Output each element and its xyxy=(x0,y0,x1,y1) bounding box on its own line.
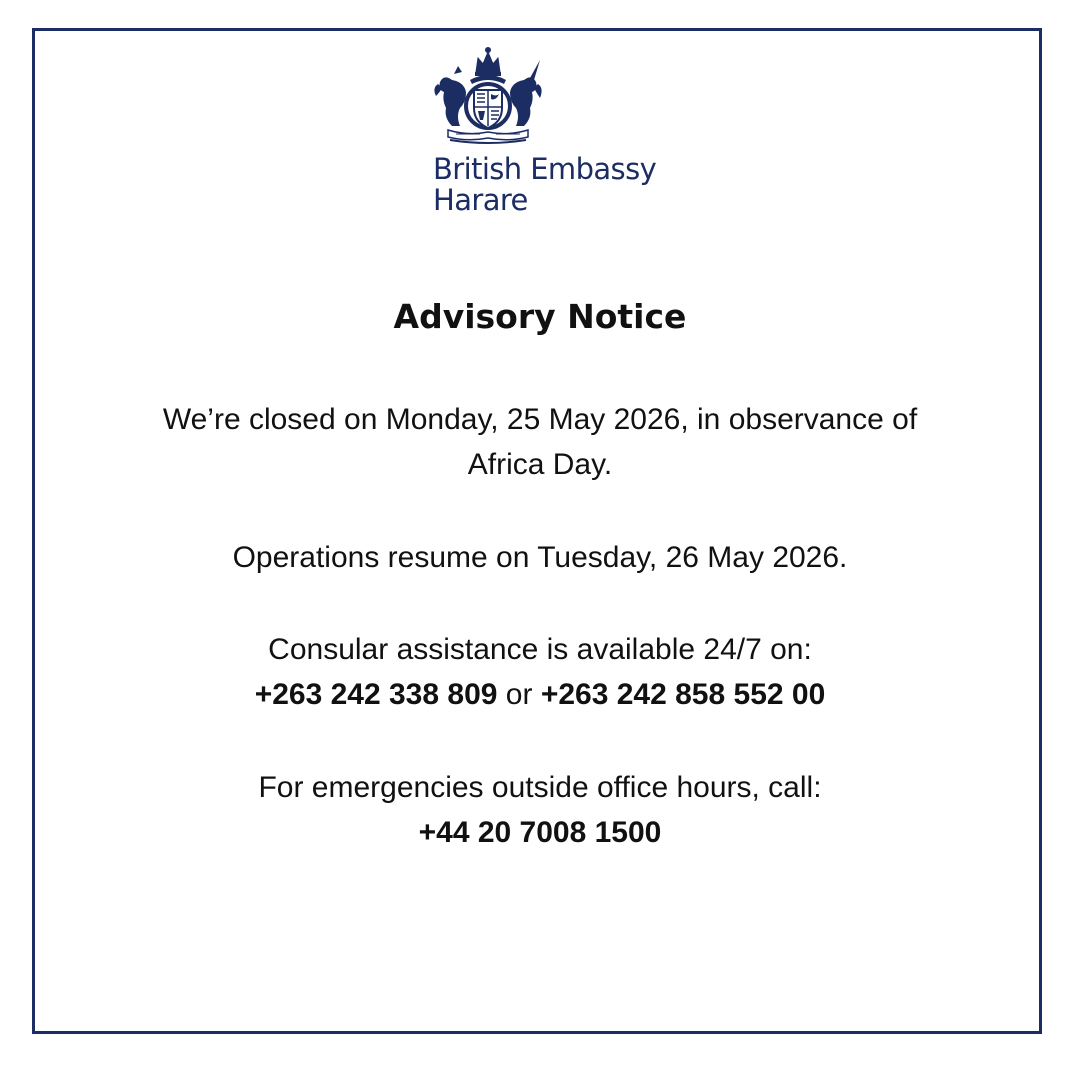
consular-phone-1[interactable]: +263 242 338 809 xyxy=(254,678,498,711)
closure-line-1: We’re closed on Monday, 25 May 2026, in observance of xyxy=(162,403,918,436)
emergency-intro: For emergencies outside office hours, call: xyxy=(258,771,822,804)
emergency-paragraph xyxy=(0,765,1080,855)
royal-coat-of-arms-icon xyxy=(430,44,546,144)
consular-paragraph xyxy=(0,627,1080,717)
embassy-name xyxy=(433,154,656,216)
resume-line: Operations resume on Tuesday, 26 May 2026. xyxy=(232,541,848,574)
consular-phones xyxy=(0,672,1080,717)
emergency-phone[interactable]: +44 20 7008 1500 xyxy=(418,816,662,849)
consular-intro: Consular assistance is available 24/7 on: xyxy=(268,633,812,666)
closure-line-2: Africa Day. xyxy=(467,448,613,481)
notice-title: Advisory Notice xyxy=(393,297,687,336)
embassy-name-line-2: Harare xyxy=(433,183,528,217)
resume-paragraph xyxy=(0,535,1080,580)
closure-paragraph xyxy=(0,397,1080,487)
consular-phone-2[interactable]: +263 242 858 552 00 xyxy=(540,678,826,711)
consular-or: or xyxy=(505,678,533,711)
embassy-name-line-1: British Embassy xyxy=(433,152,657,186)
